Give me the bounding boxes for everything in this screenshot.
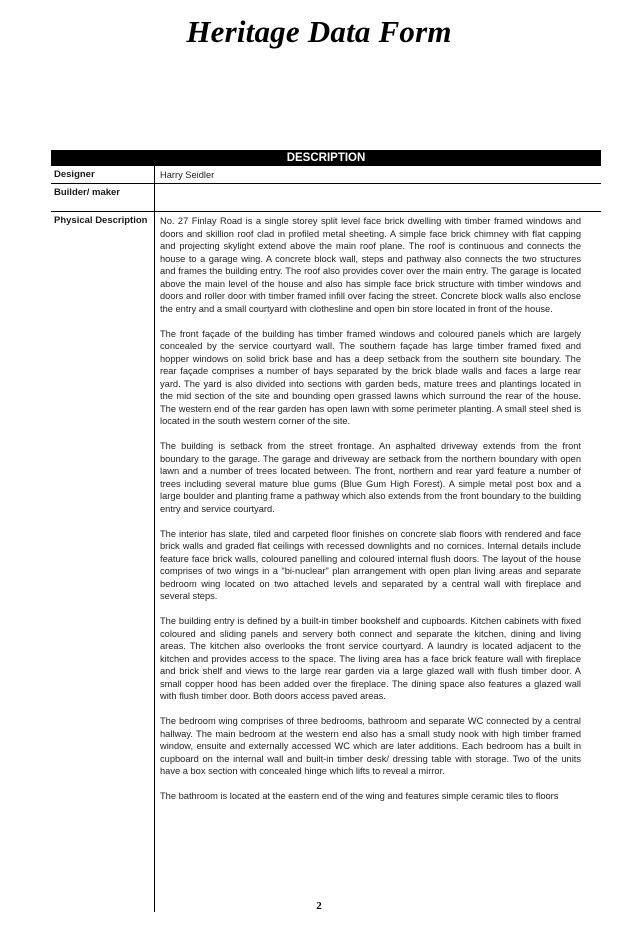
description-table [51, 150, 601, 912]
description-paragraph: The building entry is defined by a built-in timber bookshelf and cupboards. Kitchen cabinets with fixed coloured and sliding panels and servery both connect and separate the kitchen, dining and living areas. The kitchen also overlooks the front service courtyard. A laundry is located adjacent to the kitchen and provides access to the space. The living area has a face brick feature wall with fireplace and brick shelf and views to the large rear garden via a large glazed wall with flush timber door. A small copper hood has been added over the fireplace. The dining space also features a glazed wall with flush timber door. Both doors access paved areas. [160, 616, 581, 701]
designer-label: Designer [51, 166, 155, 183]
description-paragraph: The front façade of the building has timber framed windows and coloured panels which are largely concealed by the service courtyard wall. The southern façade has large timber framed fixed and hopper windows on solid brick base and has a deep setback from the southern site boundary. The rear façade comprises a number of bays separated by the brick blade walls and faces a large rear yard. The yard is also divided into sections with garden beds, mature trees and plantings located in the mid section of the site and bounding open grassed lawns which surround the rear of the house. The western end of the rear garden has open lawn with some perimeter planting. A small steel shed is located in the south western corner of the site. [160, 328, 581, 426]
description-paragraph: The building is setback from the street frontage. An asphalted driveway extends from the front boundary to the garage. The garage and driveway are setback from the northern boundary with open lawn and a number of trees located between. The front, northern and rear yard feature a number of trees including several mature blue gums (Blue Gum High Forest). A simple metal post box and a large boulder and planting frame a pathway which also extends from the front boundary to the building entry and service courtyard. [160, 441, 581, 514]
description-paragraph: No. 27 Finlay Road is a single storey split level face brick dwelling with timber framed windows and doors and skillion roof clad in profiled metal sheeting. A simple face brick chimney with flat capping and projecting skylight extend above the main roof plane. The roof is continuous and connects the house to a garage wing. A concrete block wall, steps and pathway also connects the two structures and frames the building entry. The roof also provides cover over the main entry. The garage is located above the main level of the house and also has simple face brick structure with timber windows and doors and roller door with timber framed infill over facing the street. Concrete block walls also enclose the entry and a small courtyard with clothesline and open bin store located in front of the house. [160, 216, 581, 314]
designer-value: Harry Seidler [160, 170, 215, 180]
physical-description-label: Physical Description [51, 212, 155, 912]
physical-description-text [155, 212, 601, 912]
description-paragraph: The bathroom is located at the eastern end of the wing and features simple ceramic tiles to floors [160, 791, 559, 801]
section-header: DESCRIPTION [51, 150, 601, 166]
designer-row [51, 166, 601, 184]
form-title: Heritage Data Form [186, 14, 452, 49]
builder-value [155, 184, 601, 211]
builder-row [51, 184, 601, 212]
page-number: 2 [316, 900, 322, 912]
builder-label: Builder/ maker [51, 184, 155, 211]
description-paragraph: The interior has slate, tiled and carpeted floor finishes on concrete slab floors with rendered and face brick walls and graded flat ceilings with recessed downlights and no cornices. Internal details include feature face brick walls, coloured panelling and coloured internal flush doors. The layout of the house comprises of two wings in a "bi-nuclear" plan arrangement with open plan living areas and separate bedroom wing located on two attached levels and separated by a central wall with fireplace and several steps. [160, 528, 581, 601]
physical-description-row [51, 212, 601, 912]
description-paragraph: The bedroom wing comprises of three bedrooms, bathroom and separate WC connected by a central hallway. The main bedroom at the western end also has a small study nook with high timber framed window, ensuite and externally accessed WC which are later additions. Each bedroom has a built in cupboard on the internal wall and built-in timber desk/ dressing table with storage. Two of the units have a box section with concealed hinge which lifts to reveal a mirror. [160, 716, 581, 776]
